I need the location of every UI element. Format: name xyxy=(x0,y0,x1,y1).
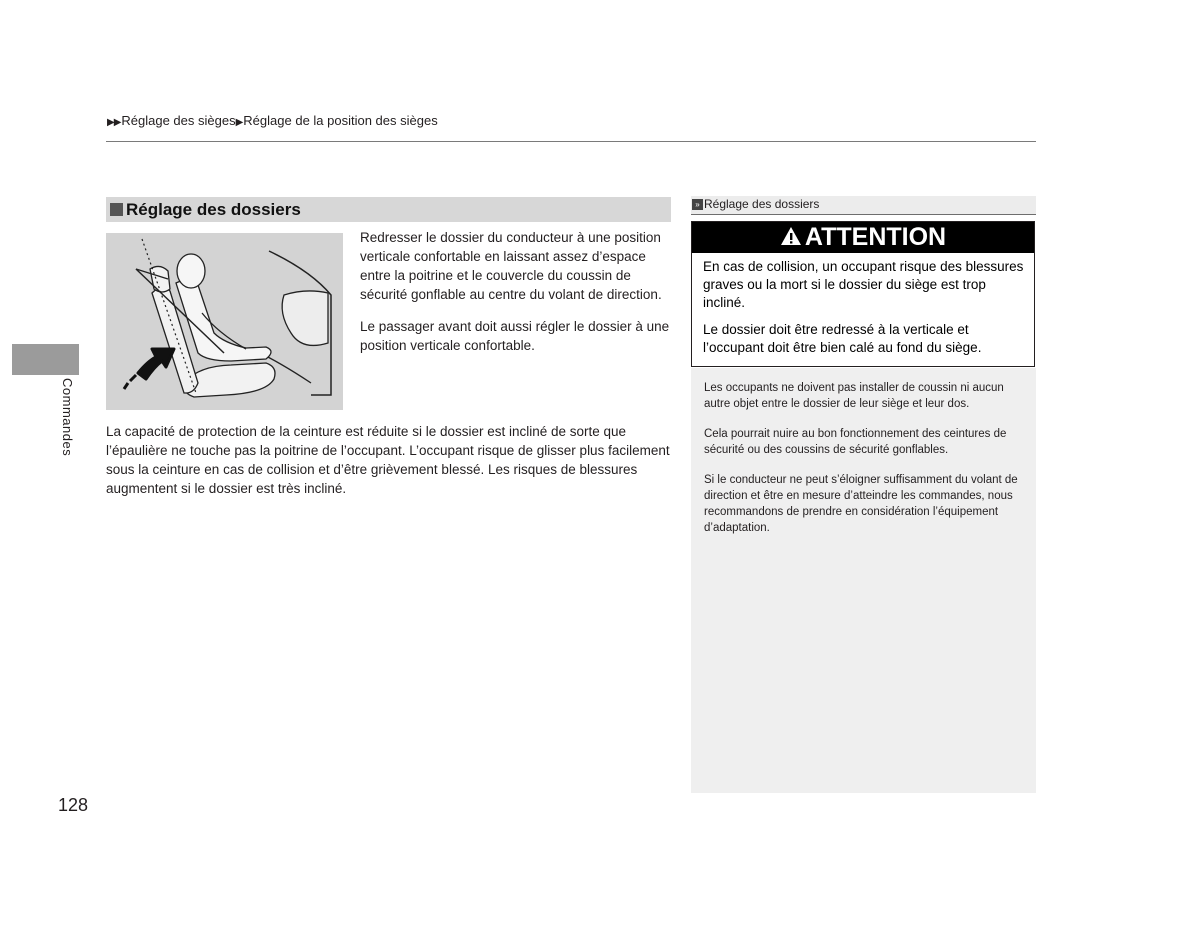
breadcrumb-part-1: Réglage des sièges xyxy=(121,113,236,128)
breadcrumb-arrow-icon: ▶▶ xyxy=(107,117,121,128)
chapter-tab[interactable] xyxy=(12,344,79,375)
warning-paragraph-1: En cas de collision, un occupant risque des blessures graves ou la mort si le dossier du siège est trop incliné. xyxy=(703,259,1024,310)
body-paragraph-2: Le passager avant doit aussi régler le dossier à une position verticale confortable. xyxy=(360,319,670,353)
page-number: 128 xyxy=(58,795,89,815)
breadcrumb xyxy=(107,113,438,131)
sidebar-heading-text: Réglage des dossiers xyxy=(704,197,820,211)
body-paragraph-1: Redresser le dossier du conducteur à une position verticale confortable en laissant assez d’espace entre la poitrine et le couvercle du coussin de sécurité gonflable au centre du volant de direction. xyxy=(360,230,662,302)
section-title: Réglage des dossiers xyxy=(126,200,301,219)
warning-header xyxy=(692,222,1034,253)
body-paragraph-3: La capacité de protection de la ceinture est réduite si le dossier est incliné de sorte que l’épaulière ne touche pas la poitrine de l’occupant. L’occupant risque de glisser plus facilement sous la ceinture en cas de collision et d’être grièvement blessé. Les risques de blessures augmentent si le dossier est très incliné. xyxy=(106,424,670,496)
breadcrumb-separator-icon: ▶ xyxy=(235,117,243,128)
warning-title: ATTENTION xyxy=(804,223,947,251)
sidebar-note-2: Cela pourrait nuire au bon fonctionnement des ceintures de sécurité ou des coussins de sécurité gonflables. xyxy=(704,428,1007,456)
chapter-tab-label: Commandes xyxy=(60,378,75,457)
section-title-bar xyxy=(106,197,671,222)
sidebar-note-1: Les occupants ne doivent pas installer de coussin ni aucun autre objet entre le dossier de leur siège et leur dos. xyxy=(704,382,1004,410)
header-rule xyxy=(106,141,1036,142)
breadcrumb-part-2: Réglage de la position des sièges xyxy=(243,113,438,128)
sidebar-rule xyxy=(691,214,1036,215)
sidebar-heading xyxy=(691,196,1036,214)
warning-icon xyxy=(780,224,802,253)
section-square-icon xyxy=(110,203,123,216)
seat-backrest-illustration xyxy=(106,233,343,410)
warning-paragraph-2: Le dossier doit être redressé à la verticale et l’occupant doit être bien calé au fond du siège. xyxy=(703,322,982,355)
reference-icon: » xyxy=(692,199,703,210)
sidebar-note-3: Si le conducteur ne peut s’éloigner suffisamment du volant de direction et être en mesure d’atteindre les commandes, nous recommandons de prendre en considération l’équipement d’adaptation. xyxy=(704,474,1018,534)
